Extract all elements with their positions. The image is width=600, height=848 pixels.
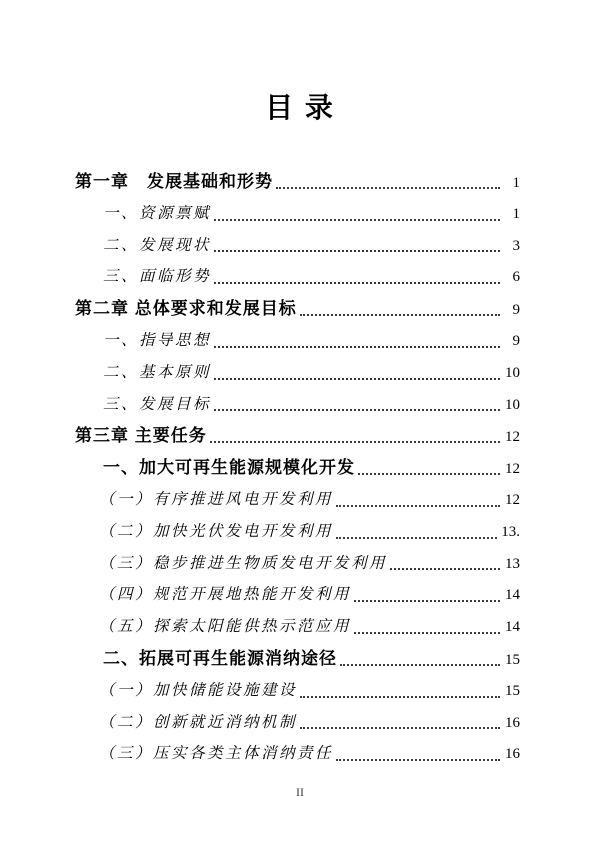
toc-entry-page: 14 <box>505 587 520 604</box>
toc-entry <box>75 357 520 389</box>
dotted-leader <box>340 664 500 666</box>
toc-entry <box>75 420 520 452</box>
toc-entry-label: 一、指导思想 <box>103 331 212 349</box>
toc-entry-label: （四）规范开展地热能开发利用 <box>99 586 352 604</box>
toc-entry-label: （二）创新就近消纳机制 <box>99 713 298 731</box>
dotted-leader <box>214 409 500 411</box>
toc-entry-label: 三、发展目标 <box>103 395 212 413</box>
toc-entry-label: （三）压实各类主体消纳责任 <box>99 745 334 763</box>
dotted-leader <box>336 505 500 507</box>
toc-entry-page: 15 <box>505 682 520 699</box>
dotted-leader <box>276 187 500 189</box>
dotted-leader <box>300 314 500 316</box>
toc-entry-page: 10 <box>505 364 520 381</box>
toc-entry <box>75 261 520 293</box>
toc-entry-page: 12 <box>505 461 520 478</box>
toc-entry <box>75 643 520 675</box>
toc-entry-page: 1 <box>512 175 520 191</box>
toc-entry-label: 一、资源禀赋 <box>103 204 212 222</box>
toc-entry-page: 13. <box>501 523 520 540</box>
dotted-leader <box>214 250 500 252</box>
dotted-leader <box>214 378 500 380</box>
toc-entry <box>75 484 520 516</box>
toc-entry-page: 16 <box>505 746 520 763</box>
toc-entry <box>75 516 520 548</box>
toc-entry <box>75 611 520 643</box>
dotted-leader <box>300 727 500 729</box>
toc-entry <box>75 198 520 230</box>
toc-entry <box>75 579 520 611</box>
toc-entry <box>75 166 520 198</box>
toc-entry <box>75 548 520 580</box>
toc-entry-page: 12 <box>505 491 520 508</box>
toc-entry-page: 6 <box>512 269 520 286</box>
toc-entry-page: 10 <box>505 396 520 413</box>
toc-list <box>0 166 600 770</box>
dotted-leader <box>336 759 500 761</box>
dotted-leader <box>214 219 500 221</box>
dotted-leader <box>214 346 500 348</box>
dotted-leader <box>358 473 500 475</box>
toc-entry <box>75 293 520 325</box>
toc-entry-page: 16 <box>505 714 520 731</box>
toc-entry <box>75 707 520 739</box>
toc-entry-page: 1 <box>512 205 520 222</box>
toc-entry <box>75 389 520 421</box>
toc-entry-page: 9 <box>512 332 520 349</box>
toc-entry-label: （五）探索太阳能供热示范应用 <box>99 618 352 636</box>
page-number-footer: II <box>296 785 304 799</box>
toc-entry <box>75 325 520 357</box>
toc-entry-page: 13 <box>505 555 520 572</box>
toc-entry-label: 第二章 总体要求和发展目标 <box>75 299 297 319</box>
dotted-leader <box>210 441 500 443</box>
document-title: 目 录 <box>265 92 335 123</box>
toc-entry-page: 9 <box>512 302 520 319</box>
toc-entry-page: 15 <box>505 651 520 668</box>
dotted-leader <box>300 696 500 698</box>
toc-entry-label: 一、加大可再生能源规模化开发 <box>103 458 355 478</box>
toc-entry-label: 二、基本原则 <box>103 363 212 381</box>
toc-entry <box>75 452 520 484</box>
toc-entry-label: 第一章 发展基础和形势 <box>75 172 273 191</box>
toc-entry-page: 3 <box>512 237 520 254</box>
toc-entry-page: 12 <box>505 429 520 446</box>
toc-entry-label: （二）加快光伏发电开发利用 <box>99 522 334 540</box>
toc-entry <box>75 230 520 262</box>
toc-entry-label: 三、面临形势 <box>103 268 212 286</box>
toc-entry-label: 第三章 主要任务 <box>75 426 207 446</box>
toc-entry-page: 14 <box>505 619 520 636</box>
dotted-leader <box>390 568 500 570</box>
toc-entry-label: 二、发展现状 <box>103 236 212 254</box>
toc-entry-label: （一）加快储能设施建设 <box>99 681 298 699</box>
dotted-leader <box>336 537 497 539</box>
toc-entry-label: （一）有序推进风电开发利用 <box>99 490 334 508</box>
toc-entry <box>75 675 520 707</box>
dotted-leader <box>354 632 500 634</box>
dotted-leader <box>354 600 500 602</box>
toc-entry-label: 二、拓展可再生能源消纳途径 <box>103 648 337 668</box>
dotted-leader <box>214 282 500 284</box>
toc-entry <box>75 738 520 770</box>
toc-entry-label: （三）稳步推进生物质发电开发利用 <box>99 554 388 572</box>
